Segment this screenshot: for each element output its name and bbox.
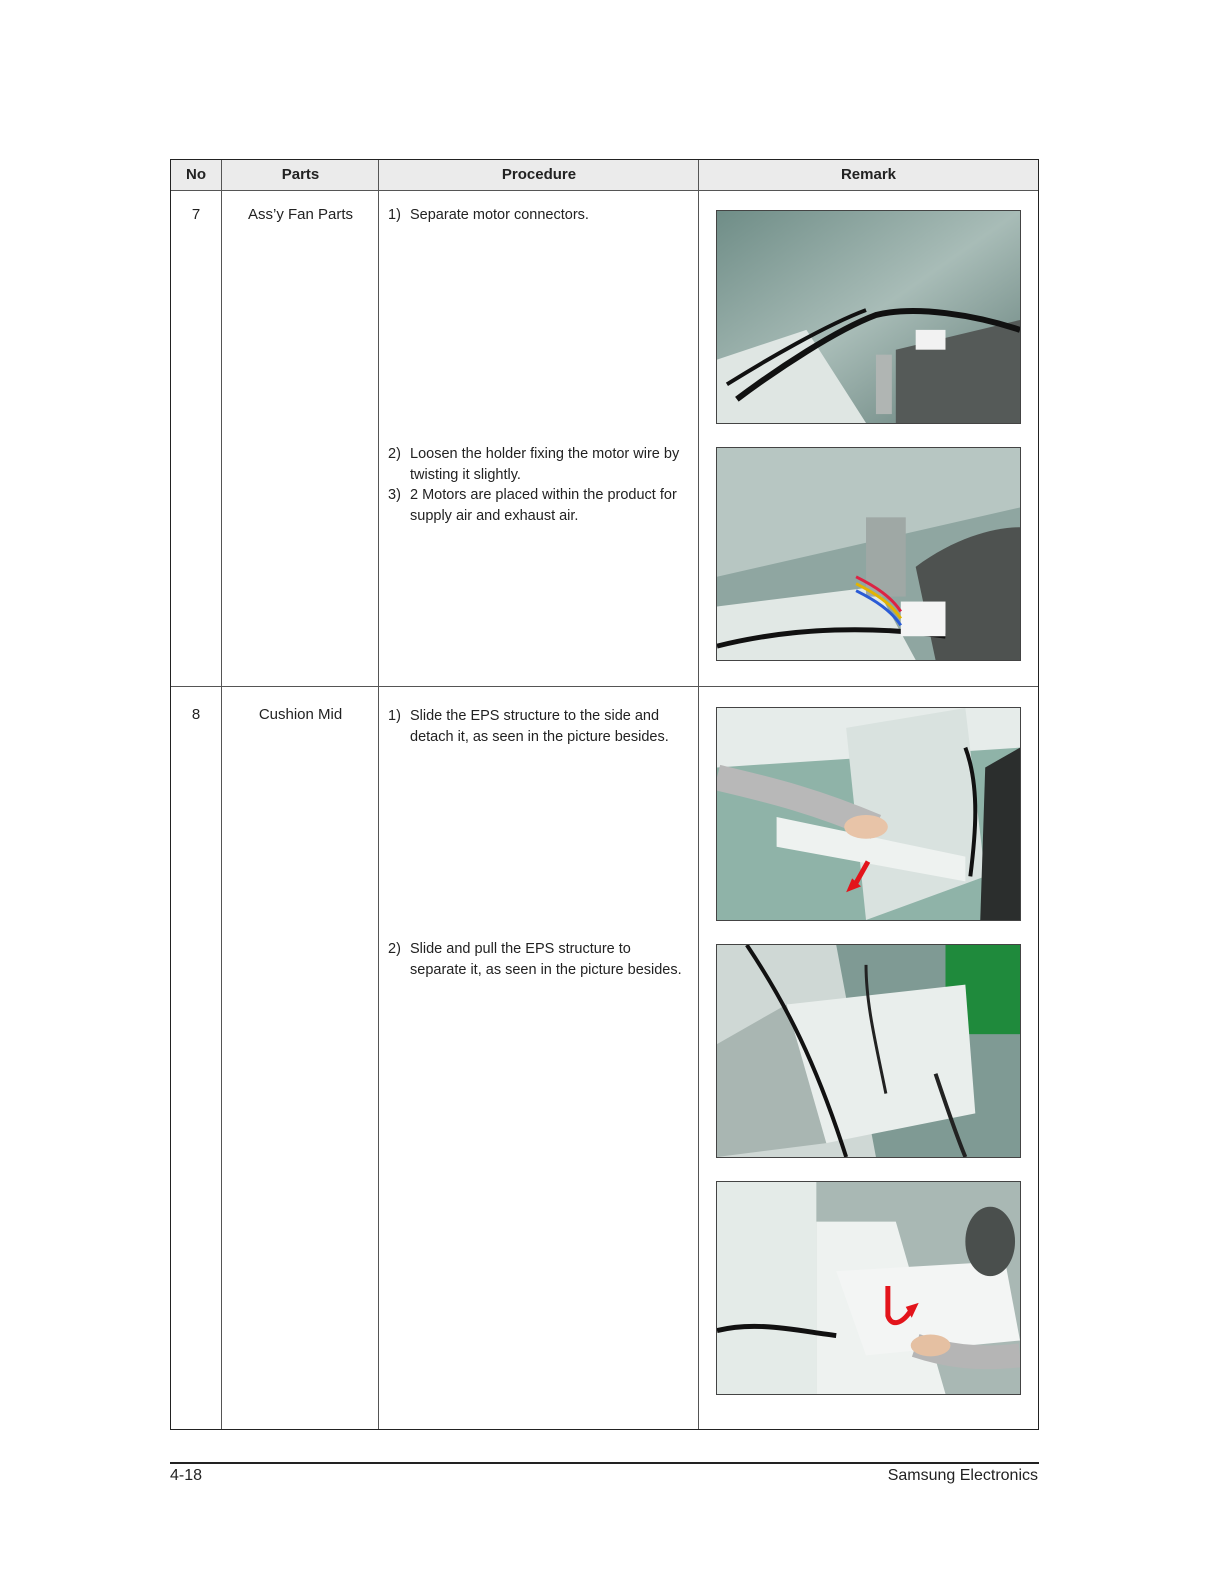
step-text: Separate motor connectors.: [410, 207, 589, 223]
step-number: 1): [388, 207, 401, 223]
column-divider: [698, 160, 699, 1429]
photo-eps-slide: [716, 707, 1021, 921]
page-number: 4-18: [170, 1467, 203, 1484]
header-procedure: Procedure: [501, 166, 577, 183]
step-text: Slide the EPS structure to the side and detach it, as seen in the picture besides.: [410, 708, 669, 745]
procedure-step: [388, 706, 688, 747]
part-name: Cushion Mid: [258, 706, 343, 723]
step-text: Loosen the holder fixing the motor wire by twisting it slightly.: [410, 446, 680, 483]
header-parts: Parts: [281, 166, 320, 183]
step-number: 3): [388, 487, 401, 503]
procedure-steps: [388, 205, 688, 226]
part-name: Ass’y Fan Parts: [247, 206, 354, 223]
header-remark: Remark: [840, 166, 897, 183]
photo-motor-wire-holder: [716, 447, 1021, 661]
column-divider: [378, 160, 379, 1429]
company-name: Samsung Electronics: [887, 1467, 1038, 1484]
photo-motor-connectors: [716, 210, 1021, 424]
photo-eps-pull: [716, 944, 1021, 1158]
step-number: 1): [388, 708, 401, 724]
photo-eps-remove: [716, 1181, 1021, 1395]
procedure-step: [388, 444, 688, 485]
procedure-step: [388, 485, 688, 526]
step-number: 2): [388, 941, 401, 957]
step-text: Slide and pull the EPS structure to separate it, as seen in the picture besides.: [410, 941, 682, 978]
footer-rule: [170, 1462, 1039, 1464]
column-divider: [221, 160, 222, 1429]
procedure-step: [388, 205, 688, 226]
step-text: 2 Motors are placed within the product for supply air and exhaust air.: [410, 487, 677, 524]
procedure-table: [170, 159, 1039, 1430]
procedure-steps: [388, 939, 688, 980]
row-divider: [171, 686, 1038, 687]
procedure-step: [388, 939, 688, 980]
procedure-steps: [388, 444, 688, 526]
row-number: 7: [191, 206, 201, 223]
procedure-steps: [388, 706, 688, 747]
table-header: [171, 160, 1038, 191]
step-number: 2): [388, 446, 401, 462]
row-number: 8: [191, 706, 201, 723]
header-no: No: [186, 166, 206, 183]
